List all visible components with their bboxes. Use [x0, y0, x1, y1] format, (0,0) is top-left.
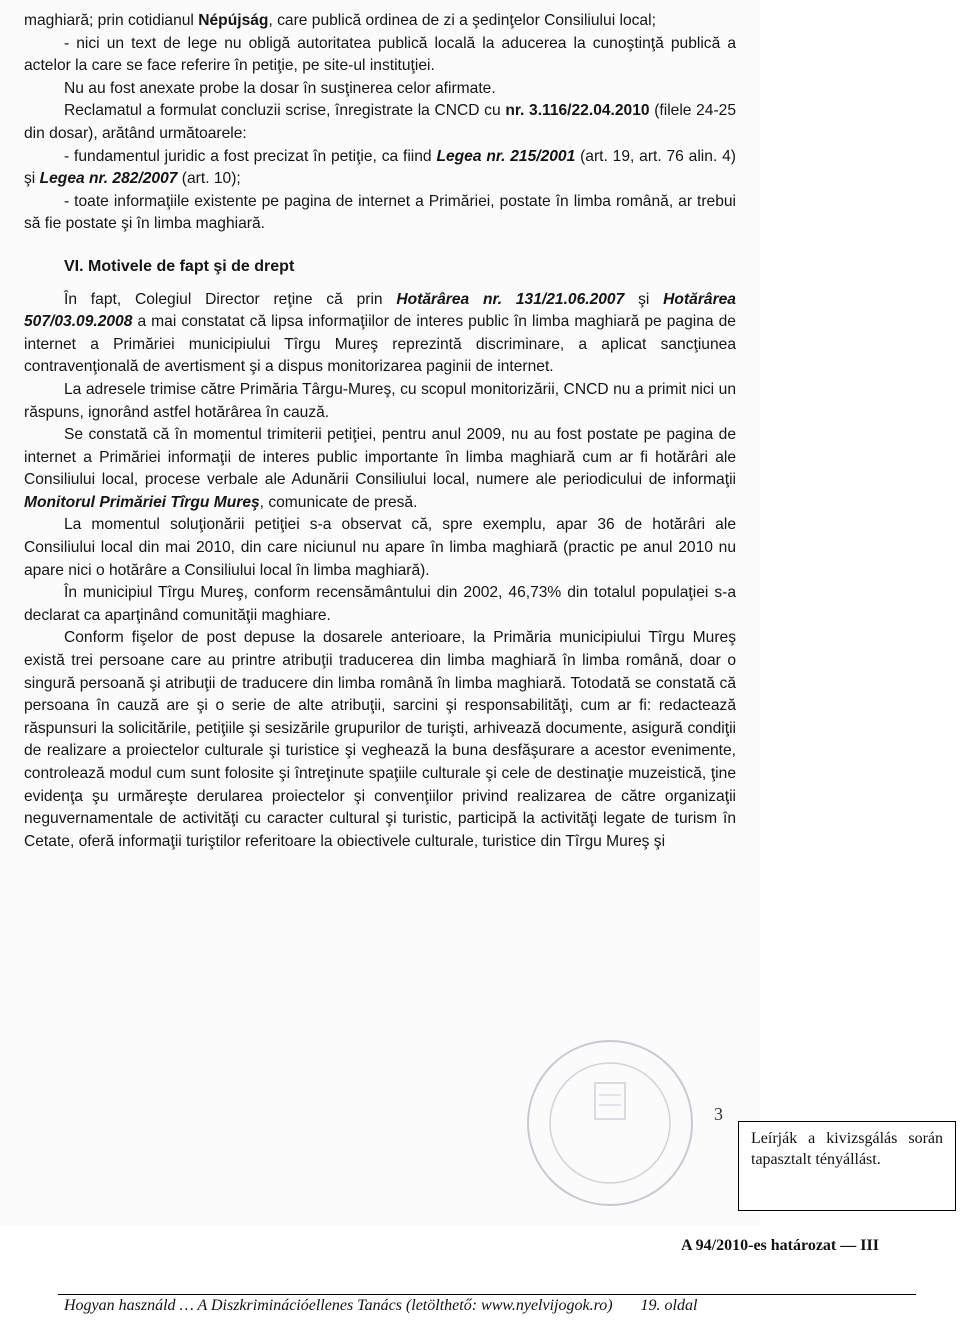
annotation-note: Leírják a kivizsgálás során tapasztalt tényállást.: [738, 1121, 956, 1211]
paragraph-intro: maghiară; prin cotidianul Népújság, care publică ordinea de zi a şedinţelor Consiliului local;: [24, 12, 656, 29]
paragraph-no-reply: La adresele trimise către Primăria Târgu-Mureş, cu scopul monitorizării, CNCD nu a primit nici un răspuns, ignorând astfel hotărârea în cauză.: [24, 380, 736, 421]
paragraph-facts: În fapt, Colegiul Director reţine că prin Hotărârea nr. 131/21.06.2007 şi Hotărârea 507/03.09.2008 a mai constatat că lipsa informaţiilor de interes public în limba maghiară pe pagina de internet a Primăriei municipiului Tîrgu Mureş reprezintă discriminare, a aplicat sancţiunea contravenţională de avertisment şi a dispus monitorizarea paginii de internet.: [24, 290, 736, 376]
footer-page-number: 19. oldal: [640, 1297, 698, 1314]
paragraph-2010: La momentul soluţionării petiţiei s-a observat că, spre exemplu, apar 36 de hotărâri ale Consiliului local din mai 2010, din care niciunul nu apare în limba maghiară (practic pe anul 2010 nu apare nici o hotărâre a Consiliului local în limba maghiară).: [24, 516, 736, 579]
footer-divider: [58, 1294, 916, 1295]
official-stamp: [515, 1035, 705, 1210]
paragraph-bullet-1: - nici un text de lege nu obligă autoritatea publică locală la aducerea la cunoştinţă publică a actelor la care se face referire în petiţie, pe site-ul instituţiei.: [24, 34, 736, 75]
footer-text: Hogyan használd … A Diszkriminációellenes Tanács (letölthető: www.nyelvijogok.ro): [64, 1297, 613, 1314]
paragraph-bullet-3: - toate informaţiile existente pe pagina de internet a Primăriei, postate în limba română, ar trebui să fie postate şi în limba maghiară.: [24, 192, 736, 233]
paragraph-census: În municipiul Tîrgu Mureş, conform recensământului din 2002, 46,73% din totalul populaţiei s-a declarat ca aparţinând comunităţii maghiare.: [24, 584, 736, 624]
scan-page-number: 3: [714, 1104, 723, 1124]
paragraph-no-evidence: Nu au fost anexate probe la dosar în susţinerea celor afirmate.: [64, 79, 496, 97]
document-reference: A 94/2010-es határozat — III: [681, 1237, 879, 1254]
paragraph-2009: Se constată că în momentul trimiterii petiţiei, pentru anul 2009, nu au fost postate pe pagina de internet a Primăriei informaţii de interes public importante în limba maghiară cum ar fi hotărâri ale Consiliului local, procese verbale ale Adunării Consiliului local, numere ale periodicului de informaţii Monitorul Primăriei Tîrgu Mureş, comunicate de presă.: [24, 426, 736, 511]
paragraph-job-descriptions: Conform fişelor de post depuse la dosarele anterioare, la Primăria municipiului Tîrgu Mureş există trei persoane care au printre atribuţii traducerea din limba maghiară în limba română, doar o singură persoană şi atribuţii de traducere din limba română în limba maghiară. Totodată se constată că persoana în cauză are şi o serie de alte atribuţii, sarcini şi responsabilităţi, cum ar fi: redactează răspunsuri la solicitările, petiţiile şi sesizările grupurilor de turişti, arhivează documente, asigură condiţii de realizare a proiectelor culturale şi turistice şi veghează la buna desfăşurare a acestor evenimente, controlează modul cum sunt folosite şi întreţinute spaţiile culturale şi cele de destinaţie muzeistică, ţine evidenţa şu urmăreşte derularea proiectelor şi convenţiilor privind realizarea de către organizaţii neguvernamentale de activităţi cu caracter cultural şi turistic, participă la activităţi legate de turism în Cetate, oferă informaţii turiştilor referitoare la obiectivele culturale, turistice din Tîrgu Mureş şi: [24, 629, 736, 850]
paragraph-conclusions: Reclamatul a formulat concluzii scrise, înregistrate la CNCD cu nr. 3.116/22.04.2010 (filele 24-25 din dosar), arătând următoarele:: [24, 102, 737, 142]
paragraph-bullet-2: - fundamentul juridic a fost precizat în petiţie, ca fiind Legea nr. 215/2001 (art. 19, art. 76 alin. 4) şi Legea nr. 282/2007 (art. 10);: [24, 147, 736, 188]
page-footer: [64, 1297, 697, 1315]
section-heading: VI. Motivele de fapt şi de drept: [64, 257, 295, 275]
scanned-text-body: [24, 10, 736, 853]
